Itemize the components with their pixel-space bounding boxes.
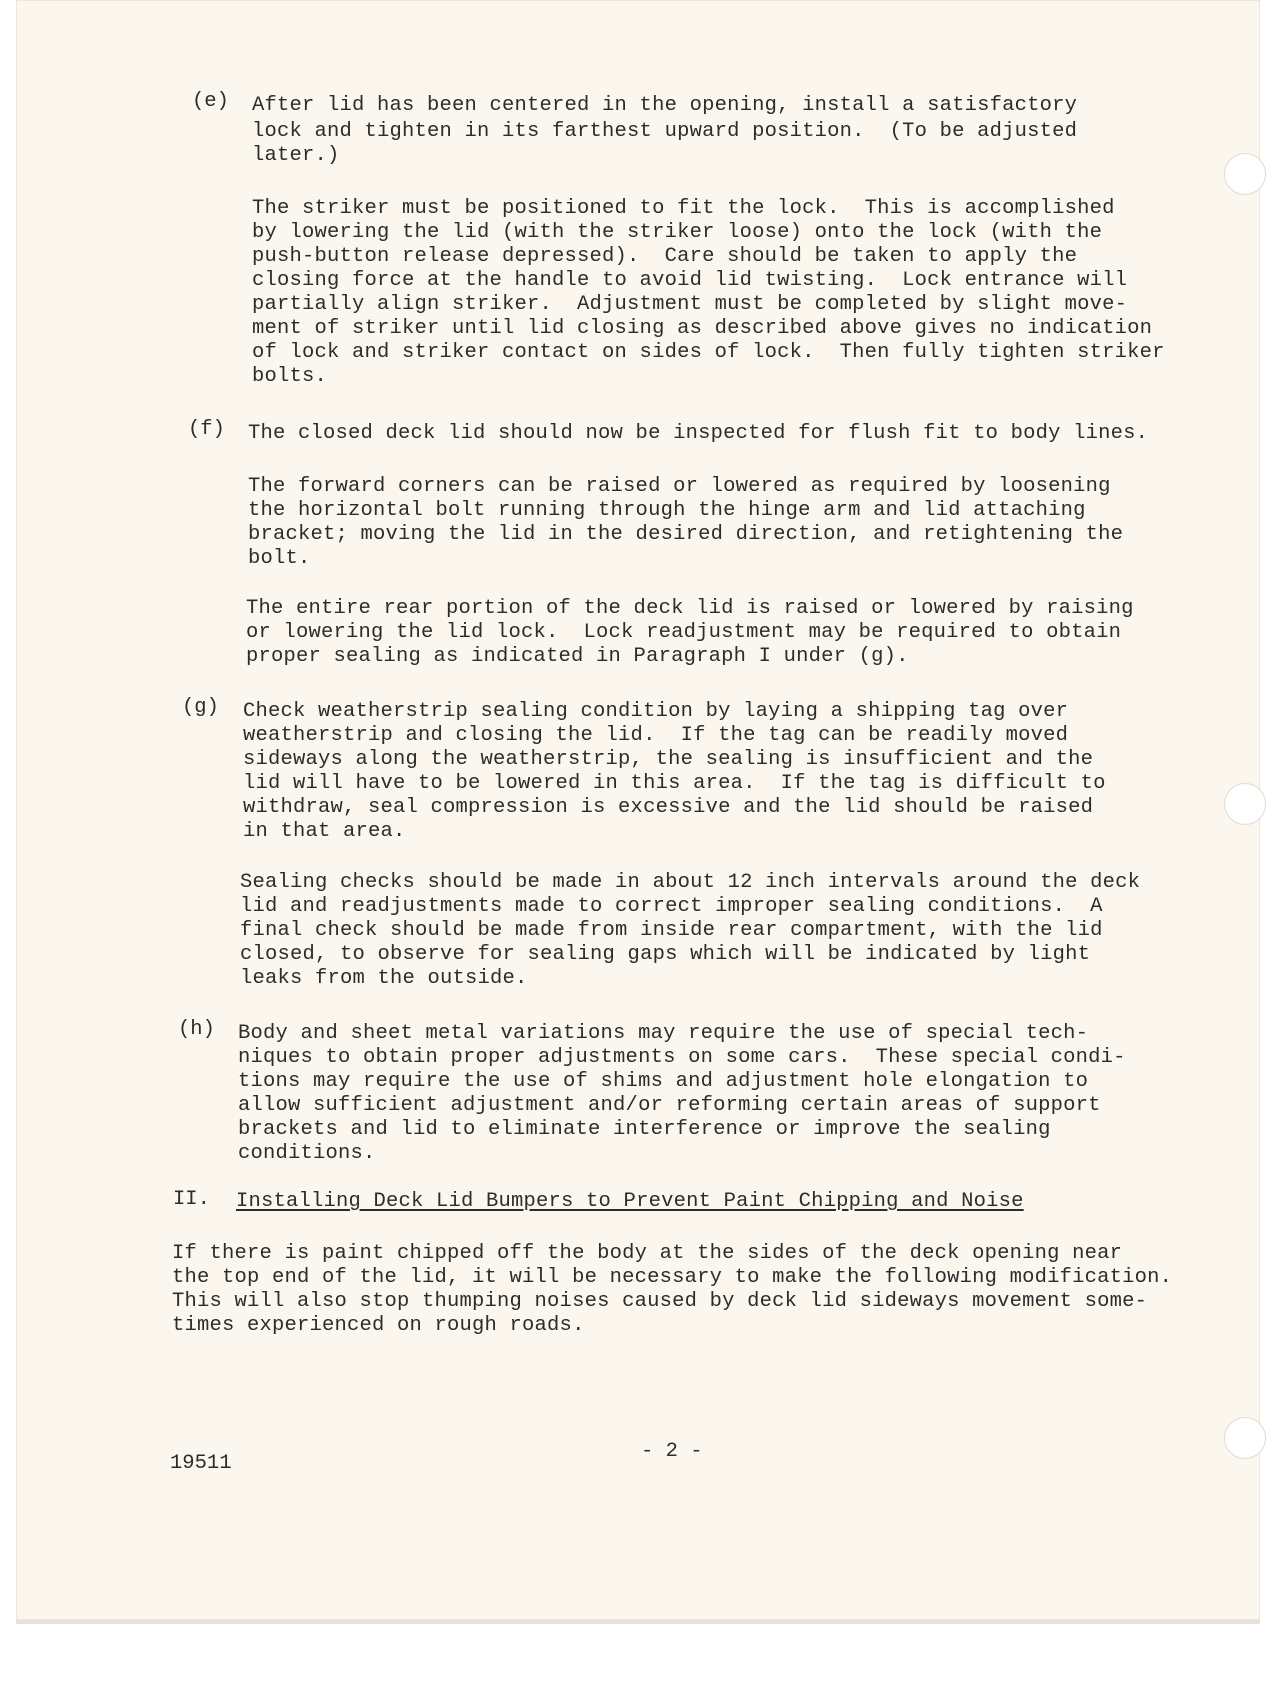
section-h-p1-line: Body and sheet metal variations may require the use of special tech-	[238, 1022, 1089, 1045]
section-ii-body-line: If there is paint chipped off the body at the sides of the deck opening near	[172, 1242, 1123, 1265]
section-f-p3-line: The entire rear portion of the deck lid is raised or lowered by raising	[246, 597, 1134, 620]
section-f-p2-line: the horizontal bolt running through the hinge arm and lid attaching	[248, 499, 1086, 522]
section-h-p1-line: conditions.	[238, 1142, 376, 1165]
section-g-p1-line: lid will have to be lowered in this area. If the tag is difficult to	[243, 772, 1106, 795]
section-f-p2-line: bracket; moving the lid in the desired direction, and retightening the	[248, 523, 1124, 546]
section-g-marker: (g)	[182, 696, 219, 719]
section-f-p3-line: or lowering the lid lock. Lock readjustment may be required to obtain	[246, 621, 1122, 644]
section-e-p1-line: later.)	[252, 144, 340, 167]
section-h-p1-line: niques to obtain proper adjustments on some cars. These special condi-	[238, 1046, 1126, 1069]
section-g-p1-line: weatherstrip and closing the lid. If the tag can be readily moved	[243, 724, 1069, 747]
punch-hole	[1224, 783, 1266, 825]
section-e-p2-line: bolts.	[252, 365, 328, 388]
punch-hole	[1224, 153, 1266, 195]
section-e-p2-line: by lowering the lid (with the striker loose) onto the lock (with the	[252, 221, 1103, 244]
section-h-p1-line: allow sufficient adjustment and/or reforming certain areas of support	[238, 1094, 1101, 1117]
section-ii-body-line: the top end of the lid, it will be necessary to make the following modification.	[172, 1266, 1173, 1289]
section-g-p1-line: in that area.	[243, 820, 406, 843]
section-h-p1-line: tions may require the use of shims and adjustment hole elongation to	[238, 1070, 1089, 1093]
section-f-p2-line: The forward corners can be raised or lowered as required by loosening	[248, 475, 1111, 498]
section-g-p1-line: Check weatherstrip sealing condition by laying a shipping tag over	[243, 700, 1069, 723]
section-e-p2-line: ment of striker until lid closing as described above gives no indication	[252, 317, 1153, 340]
section-e-p1-line: lock and tighten in its farthest upward position. (To be adjusted	[252, 120, 1078, 143]
section-e-p2-line: closing force at the handle to avoid lid twisting. Lock entrance will	[252, 269, 1128, 292]
document-number: 19511	[170, 1452, 232, 1475]
section-f-marker: (f)	[188, 418, 225, 441]
section-g-p2-line: Sealing checks should be made in about 12 inch intervals around the deck	[240, 871, 1141, 894]
section-ii-body-line: times experienced on rough roads.	[172, 1314, 585, 1337]
section-g-p2-line: final check should be made from inside rear compartment, with the lid	[240, 919, 1103, 942]
section-e-p1-line: After lid has been centered in the opening, install a satisfactory	[252, 94, 1078, 117]
section-g-p2-line: closed, to observe for sealing gaps which will be indicated by light	[240, 943, 1091, 966]
section-e-p2-line: of lock and striker contact on sides of lock. Then fully tighten striker	[252, 341, 1165, 364]
section-e-p2-line: The striker must be positioned to fit the lock. This is accomplished	[252, 197, 1115, 220]
section-h-marker: (h)	[178, 1018, 215, 1041]
section-f-p3-line: proper sealing as indicated in Paragraph I under (g).	[246, 645, 909, 668]
section-g-p1-line: sideways along the weatherstrip, the sealing is insufficient and the	[243, 748, 1094, 771]
section-g-p1-line: withdraw, seal compression is excessive and the lid should be raised	[243, 796, 1094, 819]
section-ii-body-line: This will also stop thumping noises caused by deck lid sideways movement some-	[172, 1290, 1148, 1313]
section-e-marker: (e)	[192, 90, 229, 113]
section-ii-number: II.	[173, 1188, 210, 1211]
section-f-p1-line: The closed deck lid should now be inspected for flush fit to body lines.	[248, 422, 1149, 445]
section-h-p1-line: brackets and lid to eliminate interference or improve the sealing	[238, 1118, 1051, 1141]
punch-hole	[1224, 1417, 1266, 1459]
page-number: - 2 -	[641, 1440, 703, 1463]
section-g-p2-line: lid and readjustments made to correct improper sealing conditions. A	[240, 895, 1103, 918]
section-ii-title: Installing Deck Lid Bumpers to Prevent Paint Chipping and Noise	[236, 1190, 1024, 1213]
page-shadow	[16, 1620, 1260, 1624]
section-e-p2-line: partially align striker. Adjustment must be completed by slight move-	[252, 293, 1128, 316]
section-f-p2-line: bolt.	[248, 547, 311, 570]
section-e-p2-line: push-button release depressed). Care should be taken to apply the	[252, 245, 1078, 268]
section-g-p2-line: leaks from the outside.	[240, 967, 528, 990]
